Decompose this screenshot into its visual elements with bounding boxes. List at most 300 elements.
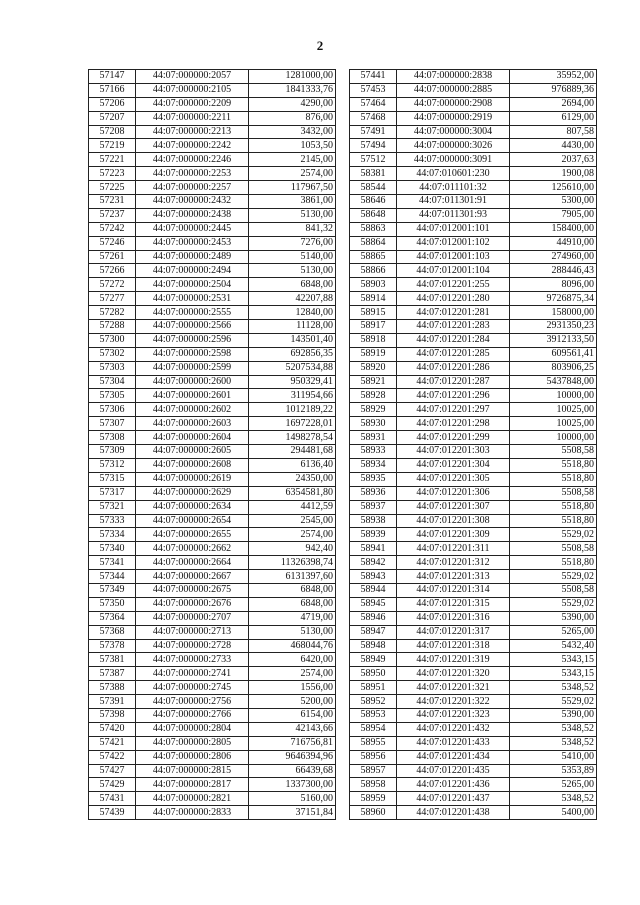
value-cell: 8096,00 — [510, 278, 597, 292]
value-cell: 6354581,80 — [249, 486, 336, 500]
table-row — [350, 125, 597, 139]
record-number-cell: 57368 — [89, 625, 136, 639]
record-number-cell: 57427 — [89, 764, 136, 778]
value-cell: 6420,00 — [249, 653, 336, 667]
cadastral-number-cell: 44:07:012001:101 — [397, 222, 510, 236]
table-row — [350, 514, 597, 528]
cadastral-number-cell: 44:07:000000:2838 — [397, 70, 510, 84]
record-number-cell: 57387 — [89, 667, 136, 681]
value-cell: 4430,00 — [510, 139, 597, 153]
table-row — [350, 778, 597, 792]
record-number-cell: 58941 — [350, 542, 397, 556]
record-number-cell: 57364 — [89, 611, 136, 625]
record-number-cell: 58956 — [350, 750, 397, 764]
record-number-cell: 58944 — [350, 583, 397, 597]
record-number-cell: 58955 — [350, 736, 397, 750]
value-cell: 5348,52 — [510, 722, 597, 736]
value-cell: 5160,00 — [249, 792, 336, 806]
cadastral-number-cell: 44:07:000000:2599 — [136, 361, 249, 375]
value-cell: 5265,00 — [510, 778, 597, 792]
record-number-cell: 58939 — [350, 528, 397, 542]
right-register-table — [349, 69, 597, 820]
record-number-cell: 57333 — [89, 514, 136, 528]
record-number-cell: 57261 — [89, 250, 136, 264]
cadastral-number-cell: 44:07:012201:308 — [397, 514, 510, 528]
value-cell: 5529,02 — [510, 695, 597, 709]
value-cell: 125610,00 — [510, 181, 597, 195]
record-number-cell: 58935 — [350, 472, 397, 486]
table-row — [350, 695, 597, 709]
table-row — [350, 278, 597, 292]
value-cell: 5130,00 — [249, 625, 336, 639]
record-number-cell: 57381 — [89, 653, 136, 667]
record-number-cell: 58954 — [350, 722, 397, 736]
record-number-cell: 57491 — [350, 125, 397, 139]
cadastral-number-cell: 44:07:000000:2667 — [136, 570, 249, 584]
cadastral-number-cell: 44:07:012201:313 — [397, 570, 510, 584]
cadastral-number-cell: 44:07:000000:2504 — [136, 278, 249, 292]
record-number-cell: 57431 — [89, 792, 136, 806]
table-row — [350, 264, 597, 278]
record-number-cell: 58918 — [350, 333, 397, 347]
value-cell: 5130,00 — [249, 208, 336, 222]
value-cell: 158400,00 — [510, 222, 597, 236]
record-number-cell: 57321 — [89, 500, 136, 514]
value-cell: 5343,15 — [510, 653, 597, 667]
value-cell: 6129,00 — [510, 111, 597, 125]
record-number-cell: 57308 — [89, 431, 136, 445]
cadastral-number-cell: 44:07:000000:2601 — [136, 389, 249, 403]
table-row — [350, 528, 597, 542]
value-cell: 7905,00 — [510, 208, 597, 222]
cadastral-number-cell: 44:07:012201:321 — [397, 681, 510, 695]
table-row — [350, 736, 597, 750]
cadastral-number-cell: 44:07:000000:2494 — [136, 264, 249, 278]
cadastral-number-cell: 44:07:012201:297 — [397, 403, 510, 417]
table-row — [350, 792, 597, 806]
table-row — [89, 597, 336, 611]
table-row — [89, 514, 336, 528]
value-cell: 274960,00 — [510, 250, 597, 264]
value-cell: 4290,00 — [249, 97, 336, 111]
value-cell: 950329,41 — [249, 375, 336, 389]
page-number: 2 — [316, 38, 324, 53]
value-cell: 66439,68 — [249, 764, 336, 778]
value-cell: 807,58 — [510, 125, 597, 139]
table-row — [89, 208, 336, 222]
table-row — [350, 347, 597, 361]
table-row — [89, 639, 336, 653]
cadastral-number-cell: 44:07:012201:305 — [397, 472, 510, 486]
table-row — [350, 500, 597, 514]
value-cell: 5348,52 — [510, 681, 597, 695]
table-row — [89, 736, 336, 750]
value-cell: 44910,00 — [510, 236, 597, 250]
table-row — [350, 195, 597, 209]
value-cell: 4719,00 — [249, 611, 336, 625]
value-cell: 6848,00 — [249, 583, 336, 597]
cadastral-number-cell: 44:07:000000:2105 — [136, 83, 249, 97]
value-cell: 2037,63 — [510, 153, 597, 167]
record-number-cell: 57420 — [89, 722, 136, 736]
table-row — [89, 195, 336, 209]
value-cell: 1012189,22 — [249, 403, 336, 417]
table-row — [89, 306, 336, 320]
table-row — [350, 70, 597, 84]
cadastral-number-cell: 44:07:011301:91 — [397, 195, 510, 209]
value-cell: 841,32 — [249, 222, 336, 236]
table-row — [350, 389, 597, 403]
record-number-cell: 58865 — [350, 250, 397, 264]
value-cell: 288446,43 — [510, 264, 597, 278]
table-row — [350, 486, 597, 500]
value-cell: 3861,00 — [249, 195, 336, 209]
value-cell: 6848,00 — [249, 597, 336, 611]
record-number-cell: 57242 — [89, 222, 136, 236]
cadastral-number-cell: 44:07:000000:2817 — [136, 778, 249, 792]
table-row — [350, 403, 597, 417]
value-cell: 716756,81 — [249, 736, 336, 750]
cadastral-number-cell: 44:07:000000:2745 — [136, 681, 249, 695]
record-number-cell: 58960 — [350, 806, 397, 820]
value-cell: 9646394,96 — [249, 750, 336, 764]
table-row — [350, 653, 597, 667]
value-cell: 1281000,00 — [249, 70, 336, 84]
table-row — [350, 597, 597, 611]
table-row — [89, 139, 336, 153]
record-number-cell: 57391 — [89, 695, 136, 709]
cadastral-number-cell: 44:07:012001:104 — [397, 264, 510, 278]
table-row — [350, 236, 597, 250]
cadastral-number-cell: 44:07:000000:2908 — [397, 97, 510, 111]
record-number-cell: 58930 — [350, 417, 397, 431]
value-cell: 5518,80 — [510, 500, 597, 514]
cadastral-number-cell: 44:07:000000:2566 — [136, 320, 249, 334]
value-cell: 5390,00 — [510, 708, 597, 722]
value-cell: 10000,00 — [510, 431, 597, 445]
value-cell: 3432,00 — [249, 125, 336, 139]
value-cell: 2574,00 — [249, 167, 336, 181]
table-row — [350, 167, 597, 181]
cadastral-number-cell: 44:07:000000:2057 — [136, 70, 249, 84]
value-cell: 1697228,01 — [249, 417, 336, 431]
table-row — [350, 542, 597, 556]
record-number-cell: 57221 — [89, 153, 136, 167]
cadastral-number-cell: 44:07:000000:2919 — [397, 111, 510, 125]
record-number-cell: 58903 — [350, 278, 397, 292]
value-cell: 117967,50 — [249, 181, 336, 195]
record-number-cell: 57208 — [89, 125, 136, 139]
table-row — [89, 445, 336, 459]
table-row — [89, 417, 336, 431]
value-cell: 5410,00 — [510, 750, 597, 764]
table-row — [350, 570, 597, 584]
table-row — [89, 403, 336, 417]
value-cell: 2574,00 — [249, 528, 336, 542]
record-number-cell: 57147 — [89, 70, 136, 84]
table-row — [89, 625, 336, 639]
cadastral-number-cell: 44:07:012201:306 — [397, 486, 510, 500]
value-cell: 5437848,00 — [510, 375, 597, 389]
record-number-cell: 57429 — [89, 778, 136, 792]
value-cell: 5508,58 — [510, 486, 597, 500]
value-cell: 7276,00 — [249, 236, 336, 250]
cadastral-number-cell: 44:07:012201:286 — [397, 361, 510, 375]
cadastral-number-cell: 44:07:000000:2662 — [136, 542, 249, 556]
table-row — [89, 472, 336, 486]
record-number-cell: 57350 — [89, 597, 136, 611]
table-row — [89, 681, 336, 695]
table-row — [350, 722, 597, 736]
value-cell: 2574,00 — [249, 667, 336, 681]
table-row — [89, 528, 336, 542]
cadastral-number-cell: 44:07:012201:322 — [397, 695, 510, 709]
value-cell: 311954,66 — [249, 389, 336, 403]
table-row — [350, 83, 597, 97]
cadastral-number-cell: 44:07:000000:2531 — [136, 292, 249, 306]
record-number-cell: 57266 — [89, 264, 136, 278]
value-cell: 803906,25 — [510, 361, 597, 375]
value-cell: 1337300,00 — [249, 778, 336, 792]
record-number-cell: 57494 — [350, 139, 397, 153]
record-number-cell: 57206 — [89, 97, 136, 111]
record-number-cell: 58934 — [350, 458, 397, 472]
cadastral-number-cell: 44:07:012201:436 — [397, 778, 510, 792]
table-row — [89, 236, 336, 250]
cadastral-number-cell: 44:07:000000:2489 — [136, 250, 249, 264]
table-row — [350, 181, 597, 195]
record-number-cell: 58938 — [350, 514, 397, 528]
cadastral-number-cell: 44:07:000000:2555 — [136, 306, 249, 320]
cadastral-number-cell: 44:07:012201:303 — [397, 445, 510, 459]
cadastral-number-cell: 44:07:000000:2741 — [136, 667, 249, 681]
record-number-cell: 58947 — [350, 625, 397, 639]
table-row — [89, 667, 336, 681]
cadastral-number-cell: 44:07:000000:3026 — [397, 139, 510, 153]
record-number-cell: 57309 — [89, 445, 136, 459]
record-number-cell: 58917 — [350, 320, 397, 334]
record-number-cell: 58936 — [350, 486, 397, 500]
record-number-cell: 58920 — [350, 361, 397, 375]
cadastral-number-cell: 44:07:000000:2600 — [136, 375, 249, 389]
table-row — [89, 500, 336, 514]
value-cell: 6136,40 — [249, 458, 336, 472]
table-row — [350, 97, 597, 111]
value-cell: 11128,00 — [249, 320, 336, 334]
table-row — [89, 542, 336, 556]
value-cell: 5207534,88 — [249, 361, 336, 375]
record-number-cell: 58952 — [350, 695, 397, 709]
record-number-cell: 57464 — [350, 97, 397, 111]
table-row — [350, 431, 597, 445]
cadastral-number-cell: 44:07:012201:315 — [397, 597, 510, 611]
cadastral-number-cell: 44:07:011101:32 — [397, 181, 510, 195]
cadastral-number-cell: 44:07:012201:283 — [397, 320, 510, 334]
record-number-cell: 57231 — [89, 195, 136, 209]
value-cell: 5200,00 — [249, 695, 336, 709]
record-number-cell: 57439 — [89, 806, 136, 820]
record-number-cell: 58381 — [350, 167, 397, 181]
record-number-cell: 58942 — [350, 556, 397, 570]
table-row — [89, 83, 336, 97]
table-row — [89, 764, 336, 778]
cadastral-number-cell: 44:07:000000:2619 — [136, 472, 249, 486]
cadastral-number-cell: 44:07:012201:284 — [397, 333, 510, 347]
table-row — [89, 70, 336, 84]
cadastral-number-cell: 44:07:000000:2713 — [136, 625, 249, 639]
record-number-cell: 58929 — [350, 403, 397, 417]
record-number-cell: 58958 — [350, 778, 397, 792]
record-number-cell: 57453 — [350, 83, 397, 97]
value-cell: 3912133,50 — [510, 333, 597, 347]
cadastral-number-cell: 44:07:012201:435 — [397, 764, 510, 778]
record-number-cell: 58950 — [350, 667, 397, 681]
value-cell: 143501,40 — [249, 333, 336, 347]
cadastral-number-cell: 44:07:012201:317 — [397, 625, 510, 639]
cadastral-number-cell: 44:07:012201:320 — [397, 667, 510, 681]
record-number-cell: 57237 — [89, 208, 136, 222]
cadastral-number-cell: 44:07:000000:2432 — [136, 195, 249, 209]
value-cell: 5348,52 — [510, 736, 597, 750]
cadastral-number-cell: 44:07:012201:318 — [397, 639, 510, 653]
left-register-table — [88, 69, 336, 820]
value-cell: 294481,68 — [249, 445, 336, 459]
value-cell: 5508,58 — [510, 583, 597, 597]
record-number-cell: 57302 — [89, 347, 136, 361]
table-row — [89, 333, 336, 347]
record-number-cell: 57272 — [89, 278, 136, 292]
record-number-cell: 58937 — [350, 500, 397, 514]
cadastral-number-cell: 44:07:012201:287 — [397, 375, 510, 389]
cadastral-number-cell: 44:07:010601:230 — [397, 167, 510, 181]
table-row — [350, 611, 597, 625]
table-row — [350, 139, 597, 153]
cadastral-number-cell: 44:07:000000:3091 — [397, 153, 510, 167]
cadastral-number-cell: 44:07:012201:438 — [397, 806, 510, 820]
record-number-cell: 57398 — [89, 708, 136, 722]
value-cell: 5400,00 — [510, 806, 597, 820]
cadastral-number-cell: 44:07:012001:102 — [397, 236, 510, 250]
record-number-cell: 57340 — [89, 542, 136, 556]
value-cell: 6154,00 — [249, 708, 336, 722]
cadastral-number-cell: 44:07:000000:2246 — [136, 153, 249, 167]
value-cell: 942,40 — [249, 542, 336, 556]
table-row — [350, 639, 597, 653]
table-row — [89, 570, 336, 584]
table-row — [89, 278, 336, 292]
cadastral-number-cell: 44:07:012201:298 — [397, 417, 510, 431]
table-row — [89, 153, 336, 167]
value-cell: 2545,00 — [249, 514, 336, 528]
cadastral-number-cell: 44:07:011301:93 — [397, 208, 510, 222]
table-row — [89, 750, 336, 764]
cadastral-number-cell: 44:07:000000:2257 — [136, 181, 249, 195]
record-number-cell: 57282 — [89, 306, 136, 320]
cadastral-number-cell: 44:07:012201:432 — [397, 722, 510, 736]
record-number-cell: 58921 — [350, 375, 397, 389]
cadastral-number-cell: 44:07:000000:2655 — [136, 528, 249, 542]
value-cell: 5508,58 — [510, 445, 597, 459]
table-row — [350, 445, 597, 459]
record-number-cell: 57341 — [89, 556, 136, 570]
record-number-cell: 57225 — [89, 181, 136, 195]
cadastral-number-cell: 44:07:012201:307 — [397, 500, 510, 514]
value-cell: 468044,76 — [249, 639, 336, 653]
value-cell: 5518,80 — [510, 556, 597, 570]
value-cell: 6848,00 — [249, 278, 336, 292]
record-number-cell: 58648 — [350, 208, 397, 222]
cadastral-number-cell: 44:07:012201:299 — [397, 431, 510, 445]
value-cell: 11326398,74 — [249, 556, 336, 570]
table-row — [350, 681, 597, 695]
cadastral-number-cell: 44:07:000000:2438 — [136, 208, 249, 222]
cadastral-number-cell: 44:07:012201:296 — [397, 389, 510, 403]
value-cell: 1841333,76 — [249, 83, 336, 97]
record-number-cell: 58946 — [350, 611, 397, 625]
table-row — [89, 389, 336, 403]
value-cell: 6131397,60 — [249, 570, 336, 584]
value-cell: 1053,50 — [249, 139, 336, 153]
record-number-cell: 58931 — [350, 431, 397, 445]
record-number-cell: 57317 — [89, 486, 136, 500]
record-number-cell: 57303 — [89, 361, 136, 375]
cadastral-number-cell: 44:07:000000:2453 — [136, 236, 249, 250]
value-cell: 5518,80 — [510, 458, 597, 472]
record-number-cell: 57288 — [89, 320, 136, 334]
cadastral-number-cell: 44:07:012201:304 — [397, 458, 510, 472]
record-number-cell: 57277 — [89, 292, 136, 306]
table-row — [89, 222, 336, 236]
record-number-cell: 57307 — [89, 417, 136, 431]
cadastral-number-cell: 44:07:000000:2602 — [136, 403, 249, 417]
table-row — [89, 653, 336, 667]
value-cell: 5529,02 — [510, 528, 597, 542]
record-number-cell: 57166 — [89, 83, 136, 97]
table-row — [350, 708, 597, 722]
cadastral-number-cell: 44:07:000000:2815 — [136, 764, 249, 778]
value-cell: 5343,15 — [510, 667, 597, 681]
table-row — [89, 361, 336, 375]
table-row — [89, 347, 336, 361]
record-number-cell: 58864 — [350, 236, 397, 250]
record-number-cell: 57312 — [89, 458, 136, 472]
record-number-cell: 57512 — [350, 153, 397, 167]
value-cell: 37151,84 — [249, 806, 336, 820]
value-cell: 5518,80 — [510, 514, 597, 528]
table-row — [89, 778, 336, 792]
record-number-cell: 58646 — [350, 195, 397, 209]
record-number-cell: 58866 — [350, 264, 397, 278]
cadastral-number-cell: 44:07:000000:2885 — [397, 83, 510, 97]
record-number-cell: 58951 — [350, 681, 397, 695]
value-cell: 9726875,34 — [510, 292, 597, 306]
record-number-cell: 57378 — [89, 639, 136, 653]
cadastral-number-cell: 44:07:000000:2596 — [136, 333, 249, 347]
table-row — [350, 806, 597, 820]
value-cell: 10025,00 — [510, 417, 597, 431]
table-row — [89, 111, 336, 125]
value-cell: 5265,00 — [510, 625, 597, 639]
cadastral-number-cell: 44:07:000000:2675 — [136, 583, 249, 597]
table-row — [350, 667, 597, 681]
value-cell: 5529,02 — [510, 570, 597, 584]
table-row — [89, 320, 336, 334]
cadastral-number-cell: 44:07:000000:2209 — [136, 97, 249, 111]
table-row — [89, 375, 336, 389]
cadastral-number-cell: 44:07:000000:2728 — [136, 639, 249, 653]
table-row — [350, 472, 597, 486]
record-number-cell: 57344 — [89, 570, 136, 584]
